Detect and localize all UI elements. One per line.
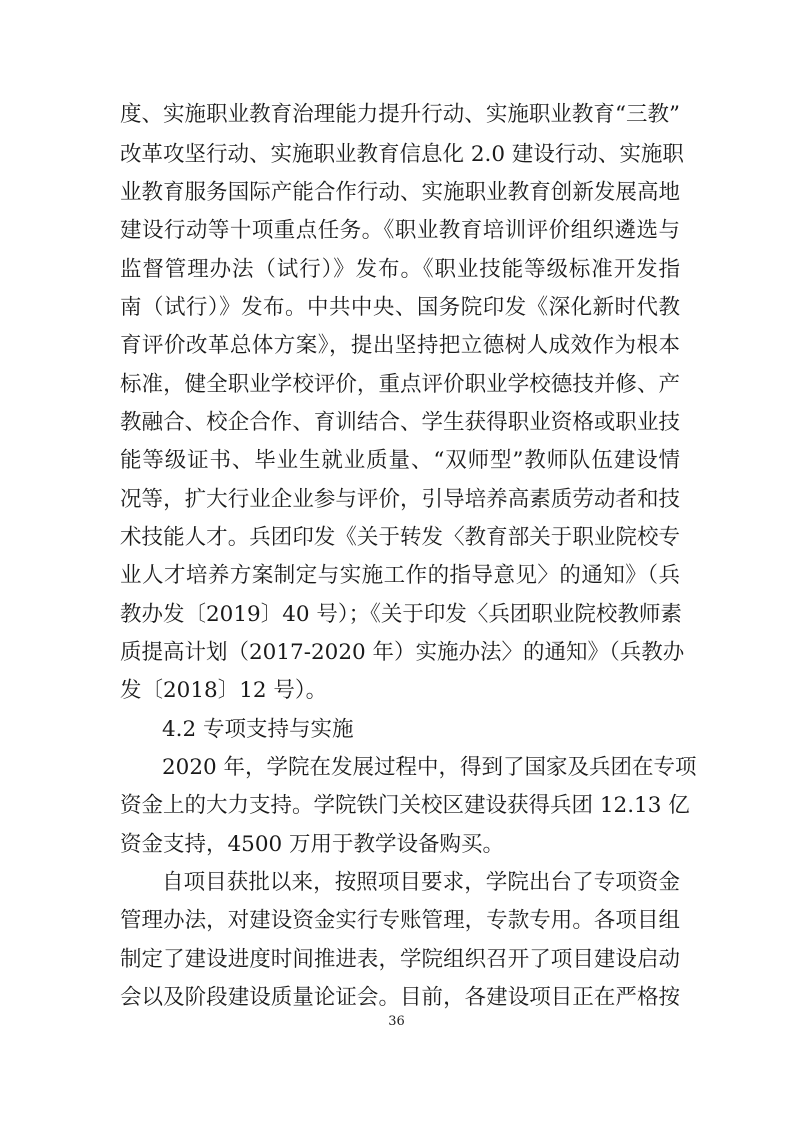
body-line: 况等，扩大行业企业参与评价，引导培养高素质劳动者和技 xyxy=(120,487,680,512)
body-line: 教融合、校企合作、育训结合、学生获得职业资格或职业技 xyxy=(120,410,680,435)
body-line: 业人才培养方案制定与实施工作的指导意见〉的通知》（兵 xyxy=(120,563,680,588)
body-line: 建设行动等十项重点任务。《职业教育培训评价组织遴选与 xyxy=(120,218,680,243)
body-line: 能等级证书、毕业生就业质量、“双师型”教师队伍建设情 xyxy=(120,448,680,473)
body-line: 资金上的大力支持。学院铁门关校区建设获得兵团 12.13 亿 xyxy=(120,793,690,818)
body-line: 育评价改革总体方案》，提出坚持把立德树人成效作为根本 xyxy=(120,333,680,358)
body-line: 管理办法，对建设资金实行专账管理，专款专用。各项目组 xyxy=(120,908,680,933)
body-line: 自项目获批以来，按照项目要求，学院出台了专项资金 xyxy=(162,870,680,895)
body-line: 业教育服务国际产能合作行动、实施职业教育创新发展高地 xyxy=(120,180,680,205)
body-line: 资金支持，4500 万用于教学设备购买。 xyxy=(120,832,505,857)
body-line: 会以及阶段建设质量论证会。目前，各建设项目正在严格按 xyxy=(120,985,680,1010)
body-line: 改革攻坚行动、实施职业教育信息化 2.0 建设行动、实施职 xyxy=(120,142,684,167)
body-line: 2020 年，学院在发展过程中，得到了国家及兵团在专项 xyxy=(162,755,697,780)
body-line: 教办发〔2019〕40 号）；《关于印发〈兵团职业院校教师素 xyxy=(120,602,682,627)
section-heading: 4.2 专项支持与实施 xyxy=(162,717,354,742)
body-line: 质提高计划（2017-2020 年）实施办法〉的通知》（兵教办 xyxy=(120,640,685,665)
body-line: 术技能人才。兵团印发《关于转发〈教育部关于职业院校专 xyxy=(120,525,680,550)
page-number: 36 xyxy=(388,1014,405,1029)
body-line: 发〔2018〕12 号）。 xyxy=(120,678,328,703)
body-line: 度、实施职业教育治理能力提升行动、实施职业教育“三教” xyxy=(120,102,680,127)
body-line: 制定了建设进度时间推进表，学院组织召开了项目建设启动 xyxy=(120,947,680,972)
body-line: 监督管理办法（试行）》发布。《职业技能等级标准开发指 xyxy=(120,257,680,282)
body-line: 南（试行）》发布。中共中央、国务院印发《深化新时代教 xyxy=(120,295,680,320)
body-line: 标准，健全职业学校评价，重点评价职业学校德技并修、产 xyxy=(120,372,680,397)
